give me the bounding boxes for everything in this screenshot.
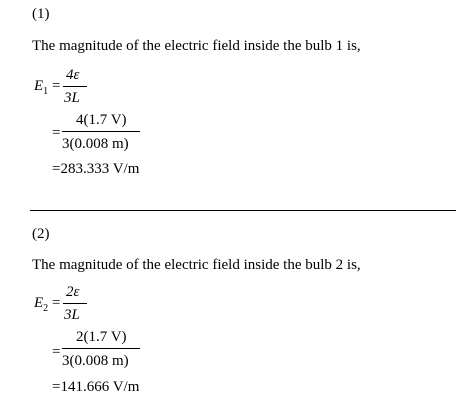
section-divider <box>30 210 456 211</box>
part1-eq-sign-2: = <box>52 125 61 141</box>
part2-result: =141.666 V/m <box>52 379 140 395</box>
part2-lhs <box>34 295 49 314</box>
part2-label: (2) <box>32 226 50 242</box>
part2-lhs-var: E <box>34 295 44 311</box>
part2-frac1-line <box>63 303 87 304</box>
part2-frac1-denominator: 3L <box>64 307 80 323</box>
part1-label: (1) <box>32 6 50 22</box>
part2-frac2-line <box>62 348 140 349</box>
part2-frac2-denominator: 3(0.008 m) <box>62 353 129 369</box>
part2-lhs-sub: 2 <box>43 303 49 314</box>
part2-frac2-numerator: 2(1.7 V) <box>76 329 127 345</box>
part1-statement: The magnitude of the electric field inside the bulb 1 is, <box>32 38 361 54</box>
part1-frac2-denominator: 3(0.008 m) <box>62 136 129 152</box>
part2-eq-sign: = <box>52 295 61 311</box>
part1-frac1-denominator: 3L <box>64 90 80 106</box>
part1-lhs-var: E <box>34 78 44 94</box>
part1-frac2-numerator: 4(1.7 V) <box>76 112 127 128</box>
part1-result: =283.333 V/m <box>52 161 140 177</box>
part1-eq-sign: = <box>52 78 61 94</box>
part1-lhs-sub: 1 <box>43 86 49 97</box>
part1-frac1-numerator: 4ε <box>66 67 80 83</box>
part1-frac1-line <box>63 86 87 87</box>
part2-frac1-numerator: 2ε <box>66 284 80 300</box>
part2-eq-sign-2: = <box>52 344 61 360</box>
part1-lhs <box>34 78 49 97</box>
part1-frac2-line <box>62 131 140 132</box>
part2-statement: The magnitude of the electric field inside the bulb 2 is, <box>32 257 361 273</box>
